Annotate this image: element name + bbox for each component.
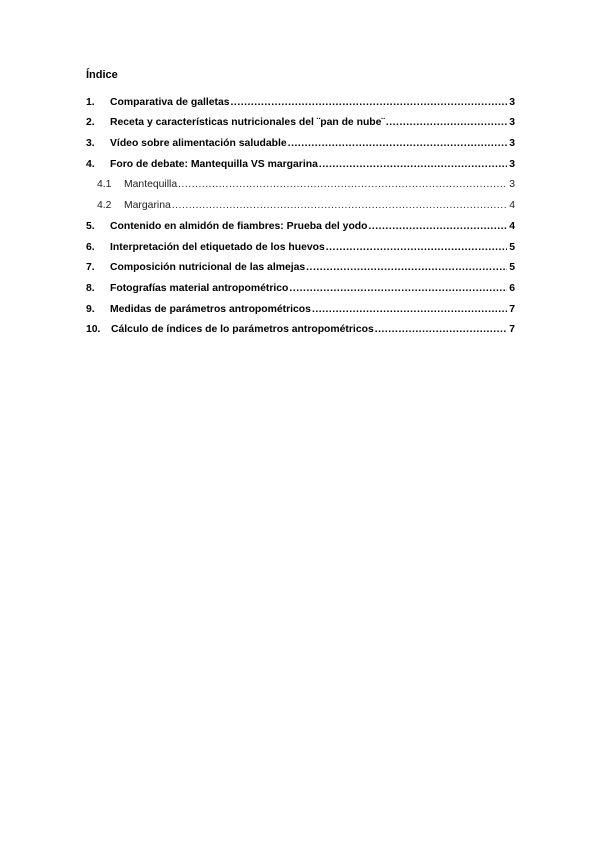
toc-leader-dots [306, 261, 507, 274]
toc-entry-page: 7 [509, 324, 515, 336]
toc-entry-page: 4 [509, 220, 515, 232]
toc-entry-number: 4.1 [97, 179, 112, 191]
toc-entry-page: 7 [509, 303, 515, 315]
toc-entry-number: 3. [86, 138, 95, 150]
toc-leader-dots [326, 241, 507, 254]
toc-entry-page: 4 [509, 200, 515, 212]
toc-entry-number: 8. [86, 282, 95, 294]
toc-leader-dots [231, 96, 508, 109]
toc-leader-dots [312, 303, 507, 316]
toc-entry[interactable] [86, 88, 515, 109]
toc-entry-number: 2. [86, 117, 95, 129]
toc-leader-dots [172, 199, 507, 212]
toc-entry[interactable] [86, 212, 515, 233]
toc-entry-label: Mantequilla [124, 179, 178, 191]
toc-leader-dots [289, 282, 507, 295]
toc-entry[interactable] [86, 295, 515, 316]
toc-leader-dots [319, 158, 507, 171]
toc-entry-label: Fotografías material antropométrico [110, 282, 289, 294]
toc-entry[interactable] [86, 254, 515, 275]
toc-entry-number: 9. [86, 303, 95, 315]
toc-entry-label: Foro de debate: Mantequilla VS margarina [110, 158, 318, 170]
toc-entry-number: 7. [86, 262, 95, 274]
toc-leader-dots [178, 178, 507, 191]
toc-entry-label: Vídeo sobre alimentación saludable [110, 138, 287, 150]
toc-title: Índice [86, 69, 118, 81]
toc-entry-page: 3 [509, 179, 515, 191]
toc-entry-label: Margarina [124, 200, 171, 212]
toc-entry[interactable] [86, 129, 515, 150]
toc-entry-number: 10. [86, 324, 101, 336]
toc-subentry[interactable] [86, 191, 515, 212]
toc-entry-page: 3 [509, 117, 515, 129]
toc-entry-number: 5. [86, 220, 95, 232]
toc-entry-number: 1. [86, 96, 95, 108]
toc-entry[interactable] [86, 274, 515, 295]
toc-entry-number: 4.2 [97, 200, 112, 212]
toc-entry-label: Composición nutricional de las almejas [110, 262, 306, 274]
toc-entry-page: 3 [509, 158, 515, 170]
toc-subentry[interactable] [86, 171, 515, 192]
toc-entry[interactable] [86, 316, 515, 337]
toc-entry-label: Comparativa de galletas [110, 96, 230, 108]
toc-entry-page: 6 [509, 282, 515, 294]
toc-entry-page: 3 [509, 96, 515, 108]
toc-leader-dots [386, 116, 507, 129]
toc-entry-number: 4. [86, 158, 95, 170]
toc-entry-number: 6. [86, 241, 95, 253]
table-of-contents [86, 88, 515, 336]
toc-entry-label: Cálculo de índices de lo parámetros antropométricos [111, 324, 374, 336]
toc-leader-dots [375, 323, 507, 336]
toc-entry-label: Contenido en almidón de fiambres: Prueba del yodo [110, 220, 368, 232]
toc-entry-label: Medidas de parámetros antropométricos [110, 303, 311, 315]
toc-entry-page: 5 [509, 241, 515, 253]
toc-entry-label: Receta y características nutricionales del ¨pan de nube¨ [110, 117, 385, 129]
toc-entry[interactable] [86, 233, 515, 254]
toc-entry-label: Interpretación del etiquetado de los huevos [110, 241, 325, 253]
toc-leader-dots [288, 137, 508, 150]
toc-entry-page: 3 [509, 138, 515, 150]
toc-entry[interactable] [86, 109, 515, 130]
toc-entry[interactable] [86, 150, 515, 171]
toc-leader-dots [369, 220, 508, 233]
toc-entry-page: 5 [509, 262, 515, 274]
